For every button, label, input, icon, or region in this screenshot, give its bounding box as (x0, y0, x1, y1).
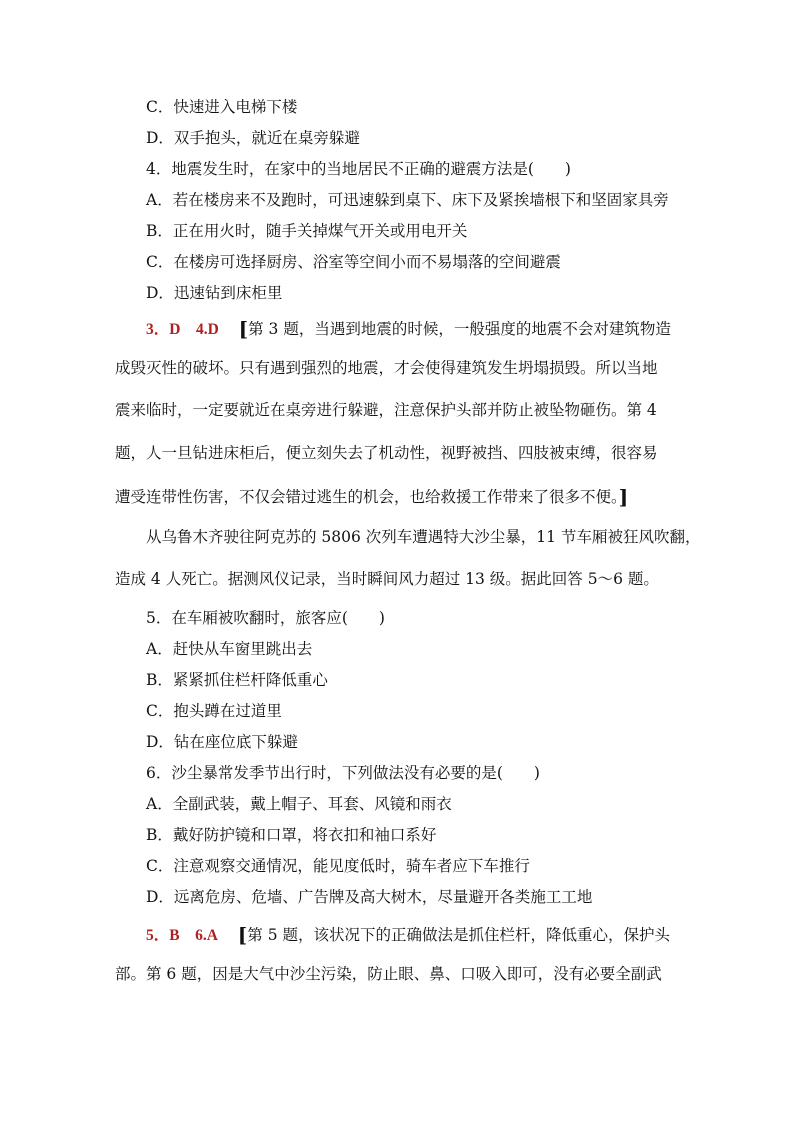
answer-3-4-bracket-close: ] (618, 485, 629, 509)
passage-line-1: 从乌鲁木齐驶往阿克苏的 5806 次列车遭遇特大沙尘暴，11 节车厢被狂风吹翻， (146, 528, 701, 546)
answer-3-4-text-3: 震来临时，一定要就近在桌旁进行躲避，注意保护头部并防止被坠物砸伤。第 4 (115, 401, 657, 419)
q4-stem: 4．地震发生时，在家中的当地居民不正确的避震方法是( ) (146, 160, 571, 178)
answer-3-4-label: 3．D 4.D (146, 321, 219, 338)
answer-5-6-text-2: 部。第 6 题，因是大气中沙尘污染，防止眼、鼻、口吸入即可，没有必要全副武 (115, 965, 662, 983)
answer-3-4-text-1: 第 3 题，当遇到地震的时候，一般强度的地震不会对建筑物造 (248, 320, 671, 338)
answer-3-4-line1 (146, 317, 671, 340)
q5-option-c: C．抱头蹲在过道里 (146, 702, 282, 720)
answer-5-6-label: 5．B 6.A (146, 927, 218, 944)
q4-option-a: A．若在楼房来不及跑时，可迅速躲到桌下、床下及紧挨墙根下和坚固家具旁 (146, 191, 669, 209)
answer-3-4-text-4: 题，人一旦钻进床柜后，便立刻失去了机动性，视野被挡、四肢被束缚，很容易 (115, 444, 658, 462)
answer-3-4-text-5: 遭受连带性伤害，不仅会错过逃生的机会，也给救援工作带来了很多不便。 (115, 488, 619, 506)
q5-stem: 5．在车厢被吹翻时，旅客应( ) (146, 609, 385, 627)
q4-option-d: D．迅速钻到床柜里 (146, 284, 283, 302)
q6-option-d: D．远离危房、危墙、广告牌及高大树木，尽量避开各类施工工地 (146, 888, 593, 906)
q6-stem: 6．沙尘暴常发季节出行时，下列做法没有必要的是( ) (146, 764, 540, 782)
answer-5-6-bracket-open: [ (237, 923, 248, 947)
answer-5-6-text-1: 第 5 题，该状况下的正确做法是抓住栏杆，降低重心，保护头 (247, 926, 670, 944)
q5-option-a: A．赶快从车窗里跳出去 (146, 640, 313, 658)
q5-option-d: D．钻在座位底下躲避 (146, 733, 298, 751)
q3-option-d: D．双手抱头，就近在桌旁躲避 (146, 129, 360, 147)
answer-3-4-text-5-wrap (115, 485, 628, 507)
q4-option-b: B．正在用火时，随手关掉煤气开关或用电开关 (146, 222, 468, 240)
answer-5-6-line1 (146, 923, 670, 946)
q5-option-b: B．紧紧抓住栏杆降低重心 (146, 671, 328, 689)
q6-option-b: B．戴好防护镜和口罩，将衣扣和袖口系好 (146, 826, 437, 844)
q3-option-c: C．快速进入电梯下楼 (146, 98, 298, 116)
answer-3-4-bracket-open: [ (238, 317, 249, 341)
q4-option-c: C．在楼房可选择厨房、浴室等空间小而不易塌落的空间避震 (146, 253, 561, 271)
passage-line-2: 造成 4 人死亡。据测风仪记录，当时瞬间风力超过 13 级。据此回答 5～6 题。 (115, 570, 659, 588)
q6-option-a: A．全副武装，戴上帽子、耳套、风镜和雨衣 (146, 795, 452, 813)
q6-option-c: C．注意观察交通情况，能见度低时，骑车者应下车推行 (146, 857, 530, 875)
answer-3-4-text-2: 成毁灭性的破坏。只有遇到强烈的地震，才会使得建筑发生坍塌损毁。所以当地 (115, 359, 658, 377)
